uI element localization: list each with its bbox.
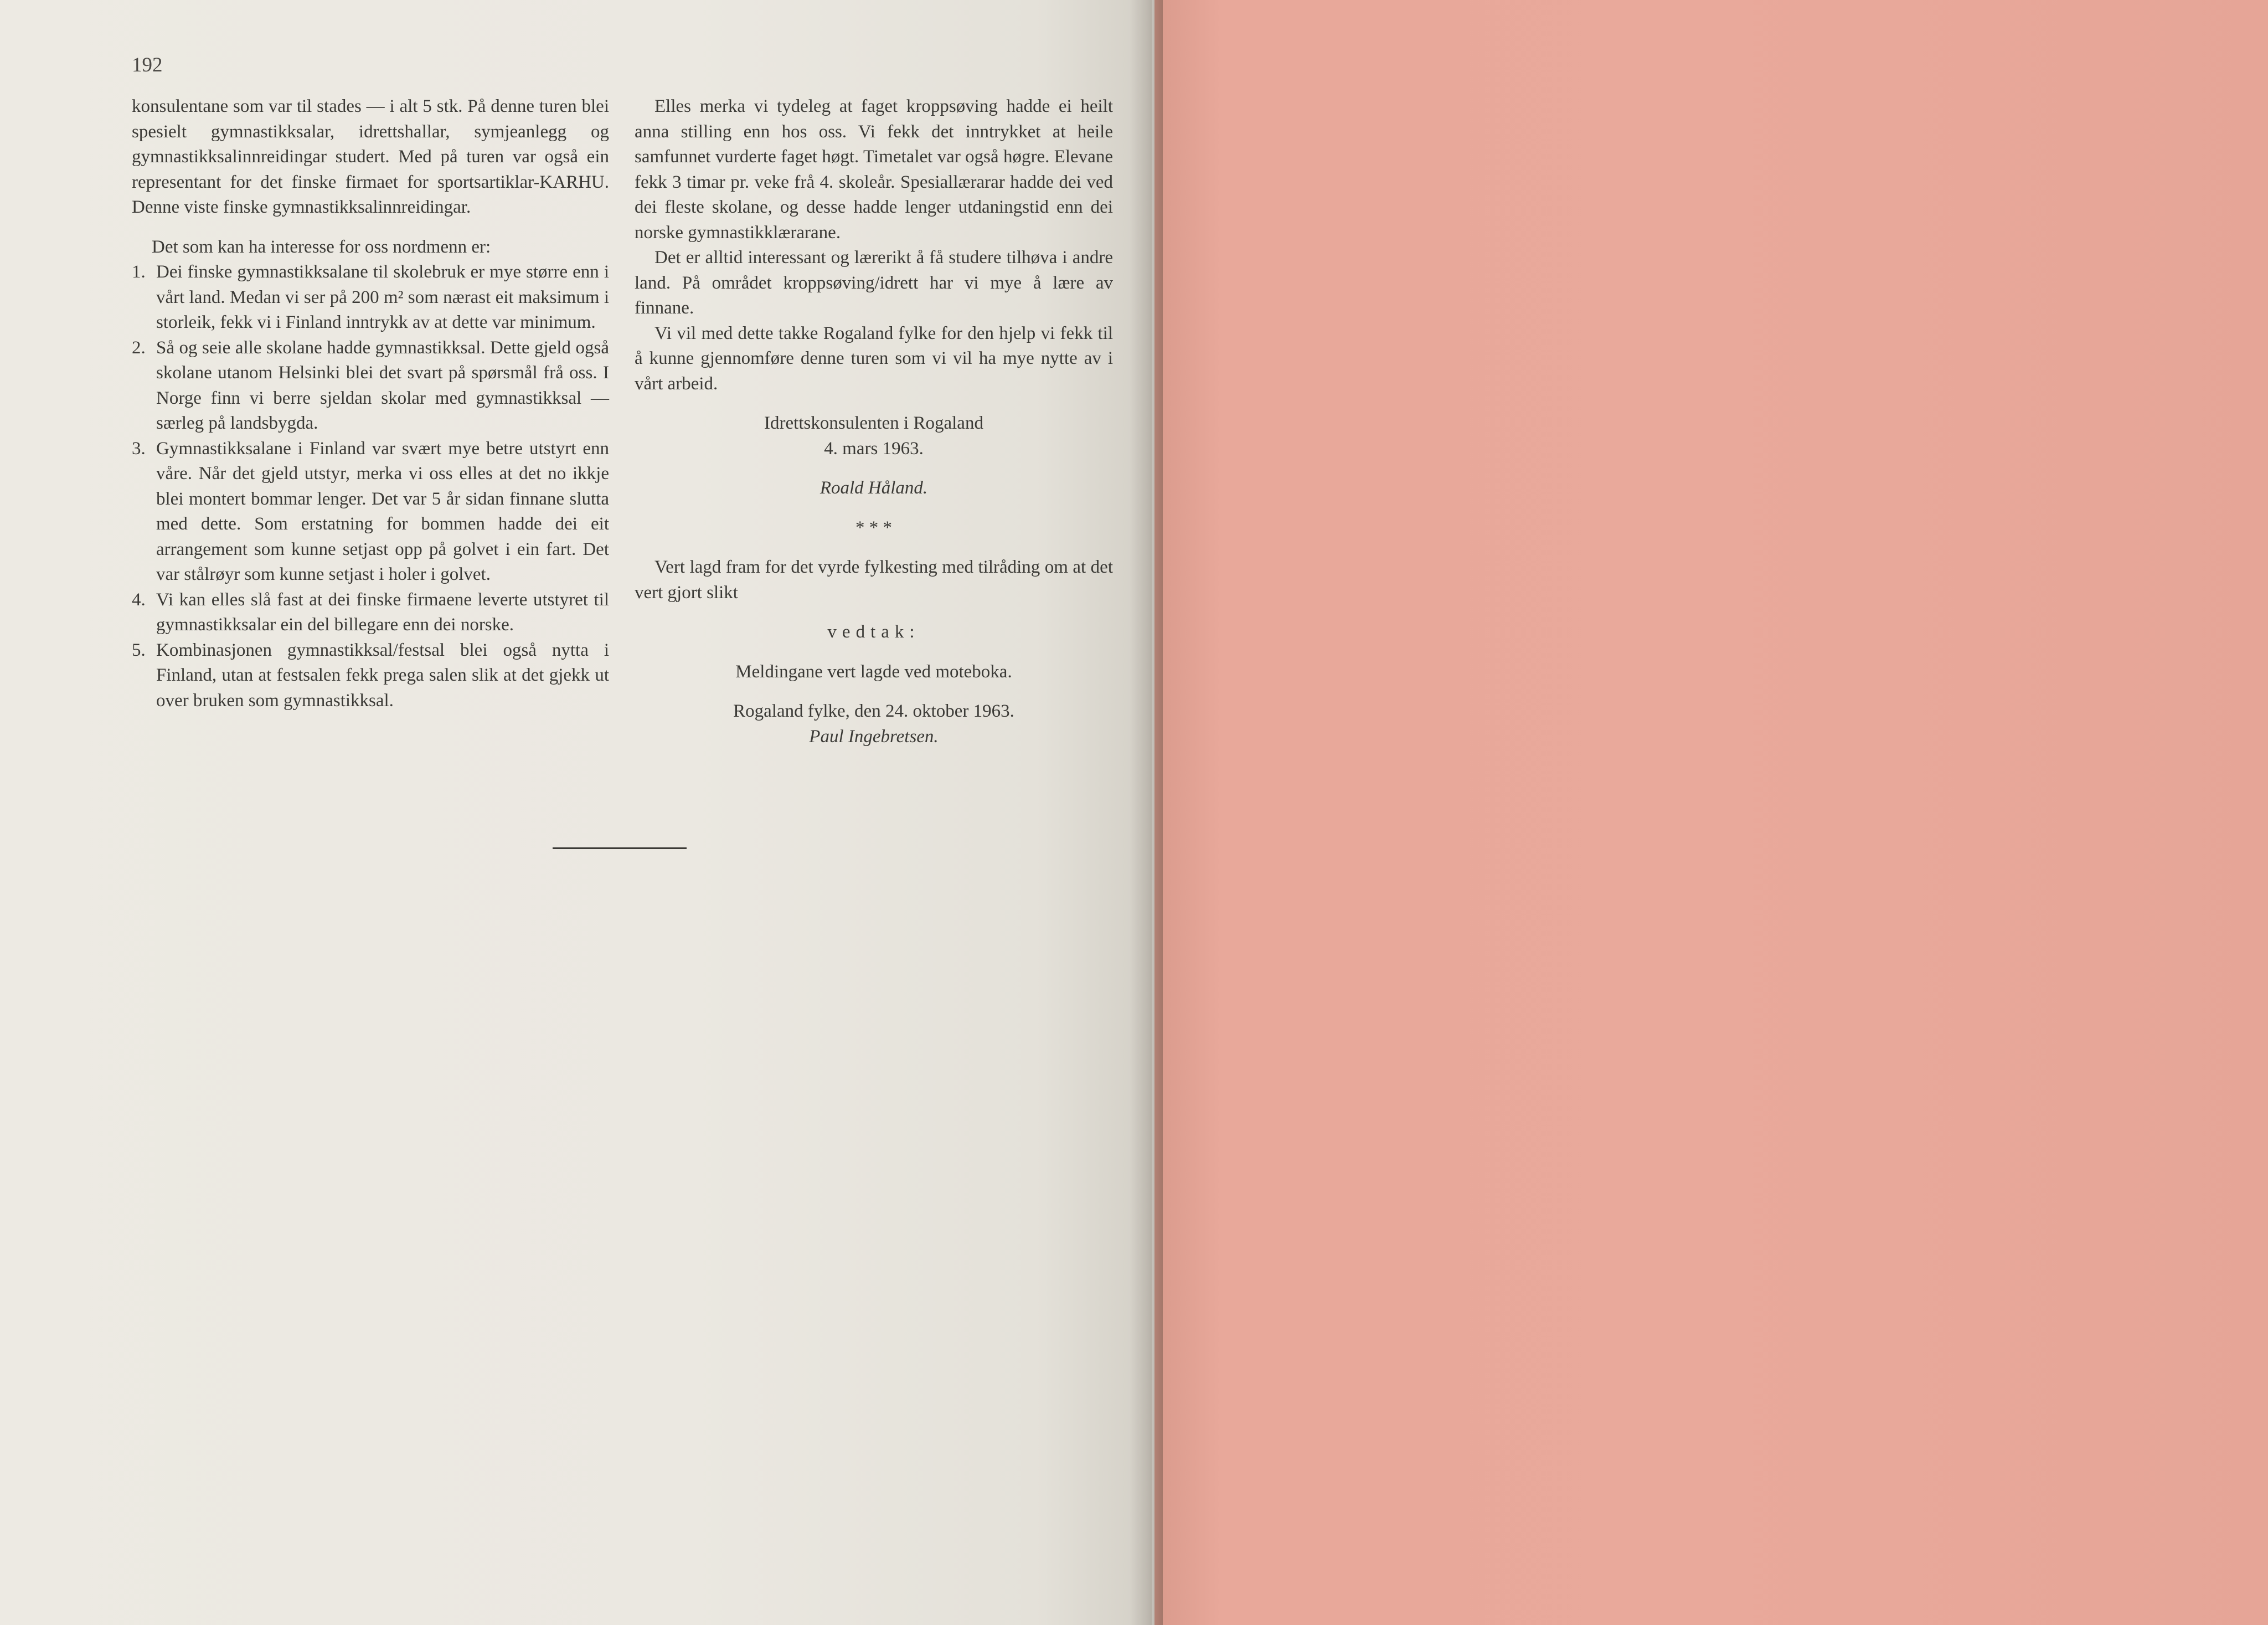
paragraph-gap <box>635 461 1113 476</box>
list-text: Vi kan elles slå fast at dei finske firmaene leverte utstyret til gymnastikksalar ein del billegare enn dei norske. <box>156 589 609 635</box>
signature: Paul Ingebretsen. <box>809 726 939 747</box>
findings-list <box>132 260 609 713</box>
signature: Roald Håland. <box>819 478 928 498</box>
place-date: Rogaland fylke, den 24. oktober 1963. <box>733 701 1014 721</box>
list-item <box>132 436 609 588</box>
paragraph-gap <box>635 685 1113 699</box>
section-separator: * * * <box>855 517 892 538</box>
paragraph-gap <box>635 501 1113 516</box>
paragraph: Vi vil med dette takke Rogaland fylke for den hjelp vi fekk til å kunne gjennomføre denne turen som vi vil ha mye nytte av i vårt arbeid. <box>635 323 1113 394</box>
left-text-column <box>132 94 609 713</box>
list-text: Så og seie alle skolane hadde gymnastikksal. Dette gjeld også skolane utanom Helsinki blei det svart på spørsmål frå oss. I Norge finn vi berre sjeldan skolar med gymnastikksal — særleg på landsbygda. <box>156 337 609 433</box>
list-number: 3. <box>132 438 146 459</box>
paragraph-gap <box>635 397 1113 411</box>
paragraph: Det er alltid interessant og lærerikt å få studere tilhøva i andre land. På området kroppsøving/idrett har vi mye å lære av finnane. <box>635 248 1113 318</box>
list-item <box>132 638 609 714</box>
signoff-date: 4. mars 1963. <box>824 438 924 459</box>
right-page-endpaper <box>1154 0 2268 1625</box>
paragraph-gap <box>132 220 609 235</box>
paragraph-gap <box>635 605 1113 620</box>
list-number: 1. <box>132 262 146 282</box>
page-number: 192 <box>132 54 163 76</box>
signoff-title: Idrettskonsulenten i Rogaland <box>764 413 983 433</box>
list-text: Gymnastikksalane i Finland var svært mye betre utstyrt enn våre. Når det gjeld utstyr, merka vi oss elles at det no ikkje blei montert bommar lenger. Det var 5 år sidan finnane slutta med dette. Som erstatning for bommen hadde dei eit arrangement som kunne setjast opp på golvet i ein fart. Det var stålrøyr som kunne setjast i holer i golvet. <box>156 438 609 584</box>
right-text-column <box>635 94 1113 749</box>
list-number: 2. <box>132 337 146 358</box>
list-text: Kombinasjonen gymnastikksal/festsal blei også nytta i Finland, utan at festsalen fekk prega salen slik at det gjekk ut over bruken som gymnastikksal. <box>156 640 609 711</box>
book-gutter <box>1130 0 1163 1625</box>
list-text: Dei finske gymnastikksalane til skolebruk er mye større enn i vårt land. Medan vi ser på 200 m² som nærast eit maksimum i storleik, fekk vi i Finland inntrykk av at dette var minimum. <box>156 262 609 332</box>
vedtak-heading: vedtak: <box>827 622 920 642</box>
paragraph: Vert lagd fram for det vyrde fylkesting med tilråding om at det vert gjort slikt <box>635 557 1113 603</box>
resolution: Meldingane vert lagde ved moteboka. <box>735 661 1012 682</box>
list-item <box>132 336 609 436</box>
list-number: 4. <box>132 589 146 610</box>
paragraph-gap <box>635 645 1113 660</box>
paragraph: Elles merka vi tydeleg at faget kroppsøving hadde ei heilt anna stilling enn hos oss. Vi fekk det inntrykket at heile samfunnet vurderte faget høgt. Timetalet var også høgre. Elevane fekk 3 timar pr. veke frå 4. skoleår. Spesiallærarar hadde dei ved dei fleste skolane, og desse hadde lenger utdaningstid enn dei norske gymnastikklærarane. <box>635 96 1113 243</box>
intro-paragraph: konsulentane som var til stades — i alt 5 stk. På denne turen blei spesielt gymnastikksalar, idrettshallar, symjeanlegg og gymnastikksalinnreidingar studert. Med på turen var også ein representant for det finske firmaet for sportsartiklar-KARHU. Denne viste finske gymnastikksalinnreidingar. <box>132 96 609 217</box>
list-number: 5. <box>132 640 146 660</box>
section-end-rule <box>553 847 687 849</box>
paragraph-gap <box>635 541 1113 555</box>
list-item <box>132 588 609 638</box>
list-lead: Det som kan ha interesse for oss nordmenn er: <box>152 236 491 257</box>
list-item <box>132 260 609 336</box>
